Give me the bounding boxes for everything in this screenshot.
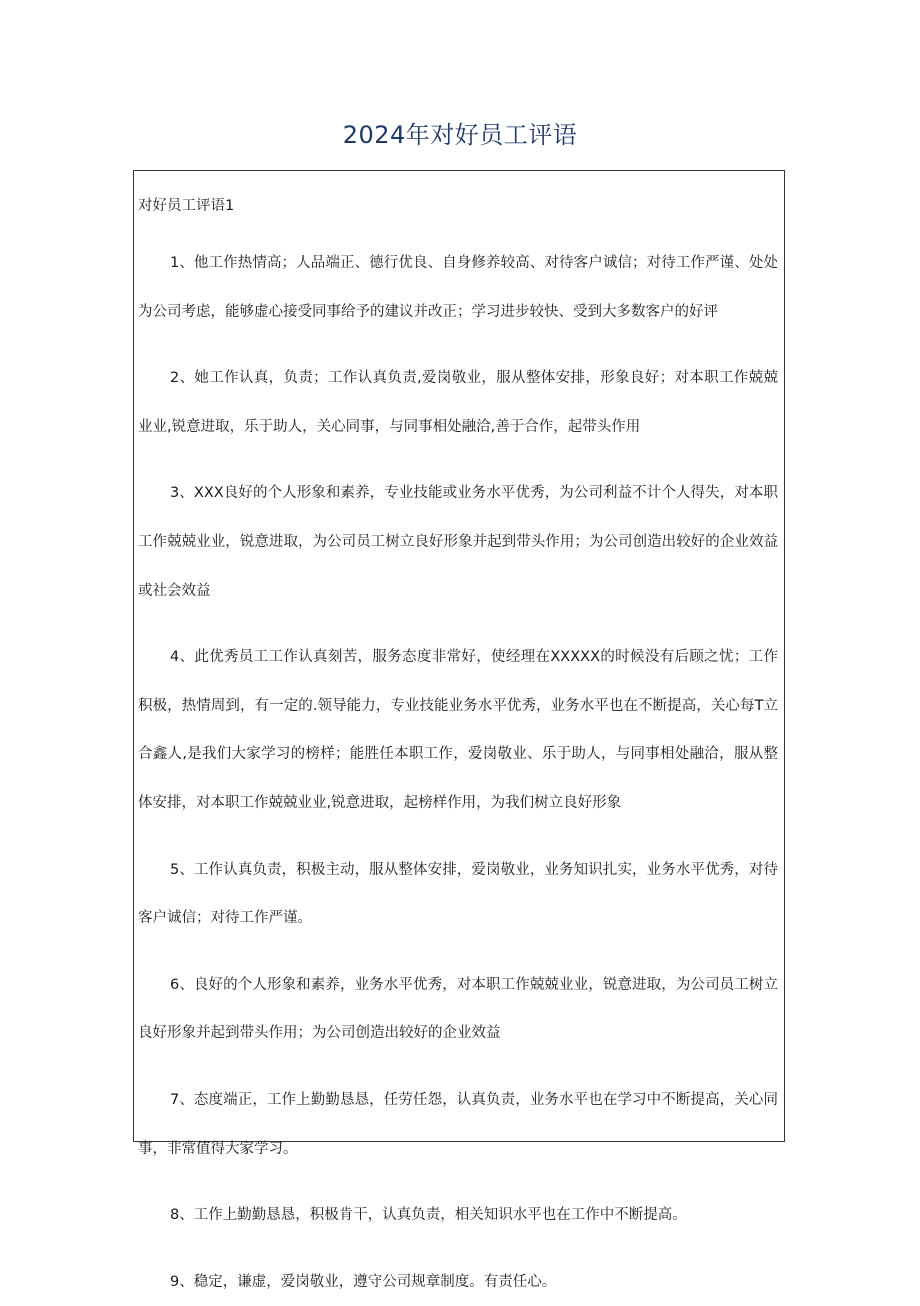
content-body <box>138 191 778 1306</box>
paragraph-4: 4、此优秀员工工作认真刻苦，服务态度非常好，使经理在XXXXX的时候没有后顾之忧；工作积极，热情周到，有一定的.领导能力，专业技能业务水平优秀，业务水平也在不断提高，关心每T立合鑫人,是我们大家学习的榜样；能胜任本职工作，爱岗敬业、乐于助人，与同事相处融洽，服从整体安排，对本职工作兢兢业业,锐意进取，起榜样作用，为我们树立良好形象 <box>138 649 778 811</box>
paragraph-5: 5、工作认真负责，积极主动，服从整体安排，爱岗敬业，业务知识扎实，业务水平优秀，对待客户诚信；对待工作严谨。 <box>138 861 778 927</box>
document-title: 2024年对好员工评语 <box>342 121 578 149</box>
paragraph-8: 8、工作上勤勤恳恳，积极肯干，认真负责，相关知识水平也在工作中不断提高。 <box>170 1207 687 1224</box>
paragraph-9: 9、稳定，谦虚，爱岗敬业，遵守公司规章制度。有责任心。 <box>170 1273 557 1290</box>
section-heading: 对好员工评语1 <box>138 198 235 214</box>
content-frame <box>133 170 785 1290</box>
paragraph-6: 6、良好的个人形象和素养，业务水平优秀，对本职工作兢兢业业，锐意进取，为公司员工树立良好形象并起到带头作用；为公司创造出较好的企业效益 <box>138 976 778 1042</box>
paragraph-3: 3、XXX良好的个人形象和素养，专业技能或业务水平优秀，为公司利益不计个人得失，对本职工作兢兢业业，锐意进取，为公司员工树立良好形象并起到带头作用；为公司创造出较好的企业效益或社会效益 <box>138 485 778 599</box>
paragraph-7: 7、态度端正，工作上勤勤恳恳，任劳任怨，认真负责，业务水平也在学习中不断提高，关心同事，非常值得大家学习。 <box>138 1091 778 1157</box>
paragraph-2: 2、她工作认真，负责；工作认真负责,爱岗敬业，服从整体安排，形象良好；对本职工作兢兢业业,锐意进取，乐于助人，关心同事，与同事相处融洽,善于合作，起带头作用 <box>138 370 778 435</box>
paragraph-1: 1、他工作热情高；人品端正、德行优良、自身修养较高、对待客户诚信；对待工作严谨、处处为公司考虑，能够虚心接受同事给予的建议并改正；学习进步较快、受到大多数客户的好评 <box>138 255 778 320</box>
